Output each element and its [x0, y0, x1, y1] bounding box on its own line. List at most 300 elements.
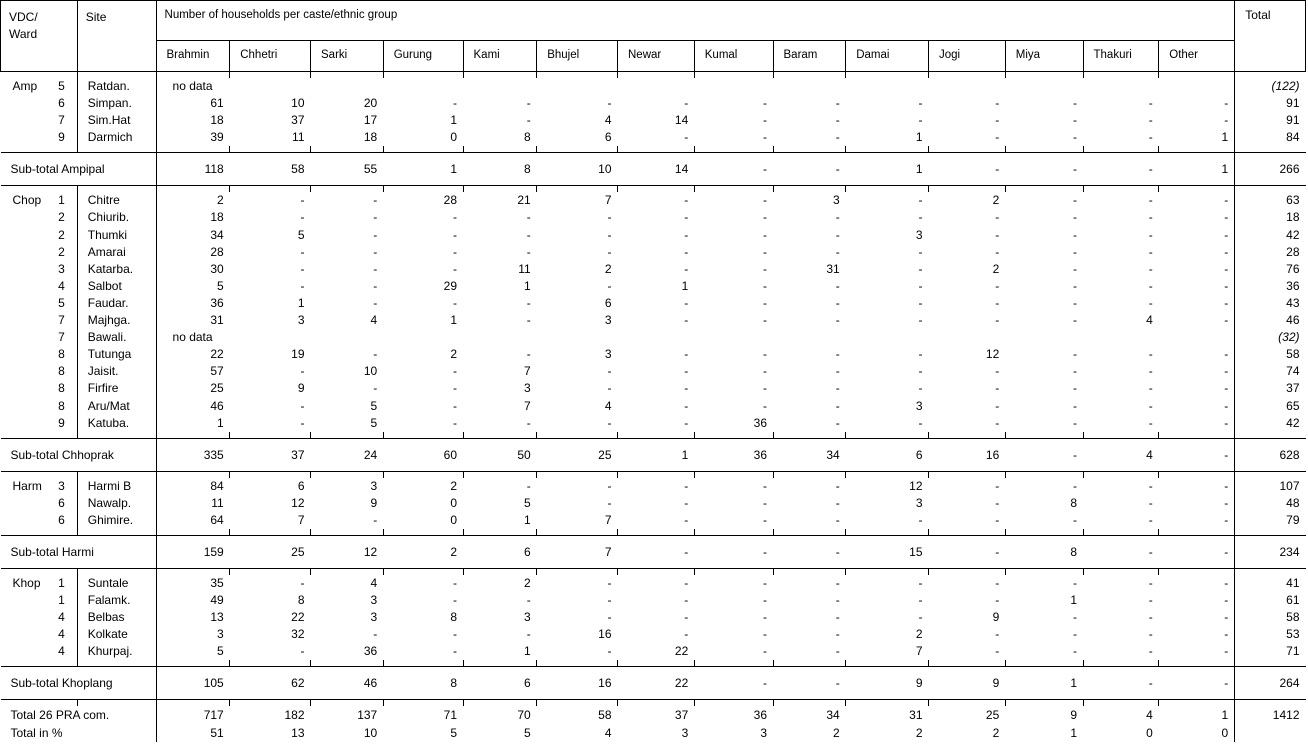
column-header-jogi: Jogi — [929, 41, 1006, 72]
value-cell: 3 — [915, 398, 923, 413]
site-cell: Chiurib. — [77, 209, 156, 226]
subtotal-value: 6 — [463, 535, 537, 568]
value-cell: - — [1073, 398, 1078, 413]
value-cell: - — [684, 295, 689, 310]
value-cell: - — [607, 575, 612, 590]
value-cell: - — [918, 575, 923, 590]
value-cell: - — [607, 478, 612, 493]
subtotal-value: 105 — [156, 667, 230, 700]
subtotal-value: - — [694, 667, 773, 700]
value-cell: - — [1148, 193, 1153, 208]
vdc-ward-cell — [1, 512, 78, 529]
value-cell: - — [526, 347, 531, 362]
site-cell: Suntale — [77, 575, 156, 592]
vdc-name: Khop — [12, 575, 41, 590]
value-cell: - — [1224, 96, 1229, 111]
percent-value: 0 — [1146, 726, 1153, 741]
column-header-bhujel: Bhujel — [537, 41, 618, 72]
value-cell: - — [1224, 261, 1229, 276]
ward-number: 4 — [58, 627, 65, 642]
value-cell: 34 — [156, 227, 230, 244]
table-row — [1, 380, 1306, 397]
grand-total-value: 31 — [909, 708, 923, 723]
value-cell: - — [918, 96, 923, 111]
ward-number: 3 — [58, 478, 65, 493]
vdc-ward-cell — [1, 227, 78, 244]
value-cell: 4 — [604, 113, 612, 128]
ward-number: 8 — [58, 381, 65, 396]
value-cell: 0 — [450, 130, 457, 145]
subtotal-value: 55 — [311, 153, 384, 186]
vdc-ward-cell — [1, 78, 78, 95]
value-cell: - — [1073, 644, 1078, 659]
table-row — [1, 346, 1306, 363]
value-cell — [1159, 329, 1235, 346]
value-cell: - — [1148, 610, 1153, 625]
column-header-chhetri: Chhetri — [230, 41, 311, 72]
value-cell: - — [684, 96, 689, 111]
value-cell: - — [684, 398, 689, 413]
row-total-cell: 36 — [1235, 278, 1306, 295]
row-total-cell: 76 — [1235, 261, 1306, 278]
row-total-cell: 58 — [1235, 609, 1306, 626]
value-cell: - — [1224, 512, 1229, 527]
value-cell: - — [995, 227, 1000, 242]
value-cell: - — [918, 244, 923, 259]
row-total-cell: 63 — [1235, 192, 1306, 209]
subtotal-value: 9 — [929, 667, 1006, 700]
value-cell: 1 — [524, 278, 531, 293]
value-cell: 12 — [909, 478, 923, 493]
value-cell: 35 — [156, 575, 230, 592]
subtotal-value: - — [929, 153, 1006, 186]
value-cell: 7 — [604, 512, 612, 527]
value-cell: - — [1148, 627, 1153, 642]
site-cell: Thumki — [77, 227, 156, 244]
ward-number: 7 — [58, 113, 65, 128]
grand-total-value: 182 — [284, 708, 305, 723]
subtotal-value: - — [773, 667, 846, 700]
value-cell: - — [835, 113, 840, 128]
value-cell: - — [1073, 193, 1078, 208]
value-cell: 2 — [524, 575, 531, 590]
table-row — [1, 609, 1306, 626]
value-cell: 18 — [156, 209, 230, 226]
value-cell: 7 — [524, 398, 531, 413]
grand-total-value: 36 — [753, 708, 768, 723]
site-cell: Falamk. — [77, 592, 156, 609]
value-cell: - — [373, 227, 378, 242]
value-cell — [1005, 329, 1083, 346]
subtotal-row — [1, 153, 1306, 186]
row-total-cell: 91 — [1235, 95, 1306, 112]
value-cell: - — [995, 364, 1000, 379]
percent-total-cell — [1235, 724, 1306, 742]
value-cell: - — [918, 113, 923, 128]
value-cell: - — [995, 575, 1000, 590]
subtotal-value: - — [618, 535, 695, 568]
vdc-name: Amp — [12, 79, 38, 93]
value-cell — [929, 78, 1006, 95]
subtotal-value: 25 — [230, 535, 311, 568]
value-cell: - — [453, 364, 457, 379]
value-cell: - — [1224, 193, 1229, 208]
site-cell: Belbas — [77, 609, 156, 626]
value-cell: - — [1224, 278, 1229, 293]
value-cell: 3 — [833, 193, 840, 208]
value-cell: 2 — [915, 627, 923, 642]
value-cell: - — [684, 610, 689, 625]
value-cell: 28 — [156, 244, 230, 261]
value-cell: - — [763, 261, 768, 276]
value-cell: - — [995, 130, 1000, 145]
value-cell: - — [300, 364, 305, 379]
value-cell: 10 — [291, 96, 305, 111]
value-cell: - — [1073, 130, 1078, 145]
subtotal-value: 50 — [463, 438, 537, 471]
value-cell: - — [684, 261, 689, 276]
row-total-cell: 74 — [1235, 363, 1306, 380]
value-cell: 6 — [297, 478, 305, 493]
value-cell: - — [1224, 593, 1229, 608]
value-cell: - — [607, 415, 612, 430]
subtotal-value: - — [1005, 438, 1083, 471]
row-total-cell: 65 — [1235, 398, 1306, 415]
ward-number: 5 — [58, 79, 65, 93]
row-total-cell: 28 — [1235, 244, 1306, 261]
value-cell: - — [684, 347, 689, 362]
column-header-thakuri: Thakuri — [1083, 41, 1159, 72]
value-cell: 16 — [598, 627, 612, 642]
value-cell: - — [1073, 610, 1078, 625]
value-cell: - — [684, 575, 689, 590]
table-row — [1, 244, 1306, 261]
value-cell: - — [1224, 210, 1229, 225]
value-cell: - — [453, 644, 457, 659]
value-cell: 19 — [291, 347, 305, 362]
value-cell: 36 — [363, 644, 378, 659]
value-cell: - — [995, 398, 1000, 413]
value-cell: - — [526, 593, 531, 608]
value-cell: - — [763, 364, 768, 379]
grand-total-value: 34 — [826, 708, 840, 723]
value-cell: - — [1073, 227, 1078, 242]
value-cell: 1 — [450, 113, 457, 128]
value-cell: 61 — [156, 95, 230, 112]
value-cell: 2 — [450, 478, 457, 493]
subtotal-value: 1 — [618, 438, 695, 471]
grand-total-row — [1, 706, 1306, 724]
value-cell: - — [526, 478, 531, 493]
value-cell: - — [1148, 295, 1153, 310]
value-cell: - — [1148, 227, 1153, 242]
value-cell: 5 — [156, 278, 230, 295]
ward-number: 6 — [58, 96, 65, 111]
table-row — [1, 278, 1306, 295]
value-cell — [463, 78, 537, 95]
value-cell: 84 — [156, 478, 230, 495]
value-cell: - — [835, 495, 840, 510]
subtotal-value: 335 — [156, 438, 230, 471]
subtotal-total: 234 — [1235, 535, 1306, 568]
value-cell: - — [835, 295, 840, 310]
value-cell: 3 — [915, 495, 923, 510]
subtotal-value: 34 — [773, 438, 846, 471]
subtotal-value: - — [1159, 535, 1235, 568]
value-cell: - — [1224, 627, 1229, 642]
value-cell: - — [1073, 575, 1078, 590]
value-cell: 25 — [156, 380, 230, 397]
subtotal-value: - — [773, 153, 846, 186]
table-row — [1, 415, 1306, 432]
value-cell: - — [995, 593, 1000, 608]
subtotal-value: 16 — [537, 667, 618, 700]
vdc-ward-cell — [1, 129, 78, 146]
subtotal-value: 9 — [846, 667, 929, 700]
value-cell: 1 — [681, 278, 689, 293]
value-cell: 12 — [985, 347, 1000, 362]
value-cell: - — [1073, 347, 1078, 362]
value-cell: 6 — [604, 295, 612, 310]
value-cell: - — [1148, 495, 1153, 510]
subtotal-total: 266 — [1235, 153, 1306, 186]
subtotal-total: 628 — [1235, 438, 1306, 471]
value-cell: - — [373, 278, 378, 293]
vdc-ward-cell — [1, 278, 78, 295]
value-cell: - — [373, 627, 378, 642]
percent-label: Total in % — [10, 726, 63, 741]
value-cell: 9 — [370, 495, 378, 510]
row-total-cell: 84 — [1235, 129, 1306, 146]
value-cell: 28 — [443, 193, 457, 208]
value-cell: 7 — [524, 364, 531, 379]
value-cell: - — [835, 512, 840, 527]
value-cell: - — [373, 210, 378, 225]
value-cell: - — [763, 512, 768, 527]
value-cell — [846, 78, 929, 95]
table-row — [1, 78, 1306, 95]
percent-value: 1 — [1070, 726, 1078, 741]
table-row — [1, 512, 1306, 529]
value-cell: 3 — [915, 227, 923, 242]
subtotal-value: - — [1083, 667, 1159, 700]
value-cell: - — [684, 364, 689, 379]
value-cell: - — [684, 478, 689, 493]
value-cell: 8 — [297, 593, 305, 608]
percent-value: 10 — [363, 726, 378, 741]
subtotal-value: 6 — [846, 438, 929, 471]
value-cell: - — [526, 313, 531, 328]
vdc-ward-header: VDC/ Ward — [1, 1, 78, 72]
value-cell: - — [373, 347, 378, 362]
subtotal-label: Sub-total Chhoprak — [1, 438, 157, 471]
value-cell: - — [607, 278, 612, 293]
ward-number: 5 — [58, 295, 65, 310]
ward-number: 9 — [58, 415, 65, 430]
percent-value: 2 — [992, 726, 1000, 741]
value-cell: 31 — [826, 261, 840, 276]
vdc-ward-cell — [1, 380, 78, 397]
site-cell: Darmich — [77, 129, 156, 146]
percent-value: 5 — [450, 726, 457, 741]
vdc-ward-cell — [1, 312, 78, 329]
value-cell: - — [1073, 278, 1078, 293]
column-header-gurung: Gurung — [383, 41, 463, 72]
value-cell: - — [373, 261, 378, 276]
row-total-cell: 71 — [1235, 643, 1306, 660]
value-cell: - — [1224, 113, 1229, 128]
value-cell — [311, 329, 384, 346]
value-cell: 4 — [370, 575, 378, 590]
subtotal-value: - — [694, 153, 773, 186]
value-cell: - — [763, 113, 768, 128]
value-cell: - — [1224, 415, 1229, 430]
value-cell — [694, 329, 773, 346]
value-cell: 11 — [156, 495, 230, 512]
value-cell — [618, 329, 695, 346]
percent-value: 51 — [156, 724, 230, 742]
value-cell: - — [835, 244, 840, 259]
value-cell — [1159, 78, 1235, 95]
subtotal-total: 264 — [1235, 667, 1306, 700]
site-cell: Firfire — [77, 380, 156, 397]
value-cell: - — [918, 381, 923, 396]
site-cell: Amarai — [77, 244, 156, 261]
percent-value: 3 — [760, 726, 768, 741]
value-cell: - — [835, 313, 840, 328]
value-cell: 3 — [604, 313, 612, 328]
value-cell: 18 — [363, 130, 378, 145]
ward-number: 6 — [58, 495, 65, 510]
value-cell: 46 — [156, 398, 230, 415]
value-cell: - — [300, 193, 305, 208]
value-cell: - — [1224, 495, 1229, 510]
value-cell — [230, 78, 311, 95]
value-cell: - — [1224, 610, 1229, 625]
value-cell: - — [835, 381, 840, 396]
table-row — [1, 398, 1306, 415]
value-cell: 8 — [524, 130, 531, 145]
value-cell: - — [684, 227, 689, 242]
value-cell: - — [835, 478, 840, 493]
value-cell: - — [684, 210, 689, 225]
value-cell: - — [1224, 381, 1229, 396]
value-cell: 1 — [297, 295, 305, 310]
value-cell: - — [763, 610, 768, 625]
vdc-name: Chop — [12, 193, 42, 208]
subtotal-value: 1 — [846, 153, 929, 186]
table-row — [1, 495, 1306, 512]
value-cell: - — [763, 130, 768, 145]
column-header-brahmin: Brahmin — [156, 41, 230, 72]
value-cell: 3 — [370, 478, 378, 493]
subtotal-row — [1, 667, 1306, 700]
row-total-cell: 58 — [1235, 346, 1306, 363]
value-cell: - — [1224, 295, 1229, 310]
site-cell: Chitre — [77, 192, 156, 209]
ward-number: 1 — [58, 193, 65, 208]
value-cell: - — [763, 644, 768, 659]
value-cell: - — [607, 610, 612, 625]
value-cell: 39 — [156, 129, 230, 146]
vdc-ward-cell — [1, 346, 78, 363]
value-cell: 4 — [1146, 313, 1153, 328]
value-cell: - — [684, 512, 689, 527]
no-data-cell: no data — [156, 329, 230, 346]
value-cell: - — [1224, 347, 1229, 362]
value-cell: - — [1148, 96, 1153, 111]
vdc-ward-cell — [1, 415, 78, 432]
value-cell: 7 — [915, 644, 923, 659]
percent-value: 3 — [681, 726, 689, 741]
value-cell: - — [684, 244, 689, 259]
subtotal-value: 6 — [463, 667, 537, 700]
value-cell: - — [1148, 398, 1153, 413]
value-cell: - — [607, 381, 612, 396]
value-cell: - — [835, 398, 840, 413]
subtotal-value: - — [1083, 153, 1159, 186]
vdc-ward-cell — [1, 643, 78, 660]
value-cell: 5 — [370, 398, 378, 413]
value-cell: - — [526, 113, 531, 128]
value-cell: - — [918, 295, 923, 310]
value-cell — [846, 329, 929, 346]
value-cell: - — [684, 415, 689, 430]
value-cell — [537, 329, 618, 346]
value-cell: - — [918, 593, 923, 608]
value-cell: 36 — [156, 295, 230, 312]
value-cell: 0 — [450, 495, 457, 510]
percent-value: 5 — [524, 726, 531, 741]
value-cell: - — [763, 593, 768, 608]
ward-number: 4 — [58, 644, 65, 659]
value-cell: - — [1073, 364, 1078, 379]
value-cell: 11 — [518, 261, 531, 276]
header-row — [1, 1, 1306, 41]
value-cell: 3 — [370, 593, 378, 608]
value-cell: - — [453, 415, 457, 430]
value-cell: - — [526, 227, 531, 242]
table-row — [1, 95, 1306, 112]
subtotal-value: 1 — [1159, 153, 1235, 186]
value-cell: 1 — [450, 313, 457, 328]
value-cell: 1 — [915, 130, 923, 145]
value-cell: - — [453, 381, 457, 396]
value-cell — [1083, 329, 1159, 346]
ward-number: 2 — [58, 210, 65, 225]
value-cell: 1 — [524, 644, 531, 659]
value-cell: 36 — [753, 415, 768, 430]
value-cell: - — [1148, 130, 1153, 145]
value-cell: 49 — [156, 592, 230, 609]
value-cell: - — [1073, 478, 1078, 493]
value-cell: 31 — [156, 312, 230, 329]
value-cell: 30 — [156, 261, 230, 278]
ward-number: 8 — [58, 347, 65, 362]
value-cell: - — [1148, 512, 1153, 527]
row-total-cell: 48 — [1235, 495, 1306, 512]
row-total-cell: 41 — [1235, 575, 1306, 592]
value-cell: - — [1073, 512, 1078, 527]
value-cell: - — [995, 478, 1000, 493]
value-cell: - — [453, 593, 457, 608]
value-cell: 4 — [370, 313, 378, 328]
value-cell: 29 — [443, 278, 457, 293]
value-cell: 8 — [1070, 495, 1078, 510]
value-cell: - — [684, 495, 689, 510]
site-cell: Kolkate — [77, 626, 156, 643]
grand-total-value: 1 — [1221, 708, 1229, 723]
